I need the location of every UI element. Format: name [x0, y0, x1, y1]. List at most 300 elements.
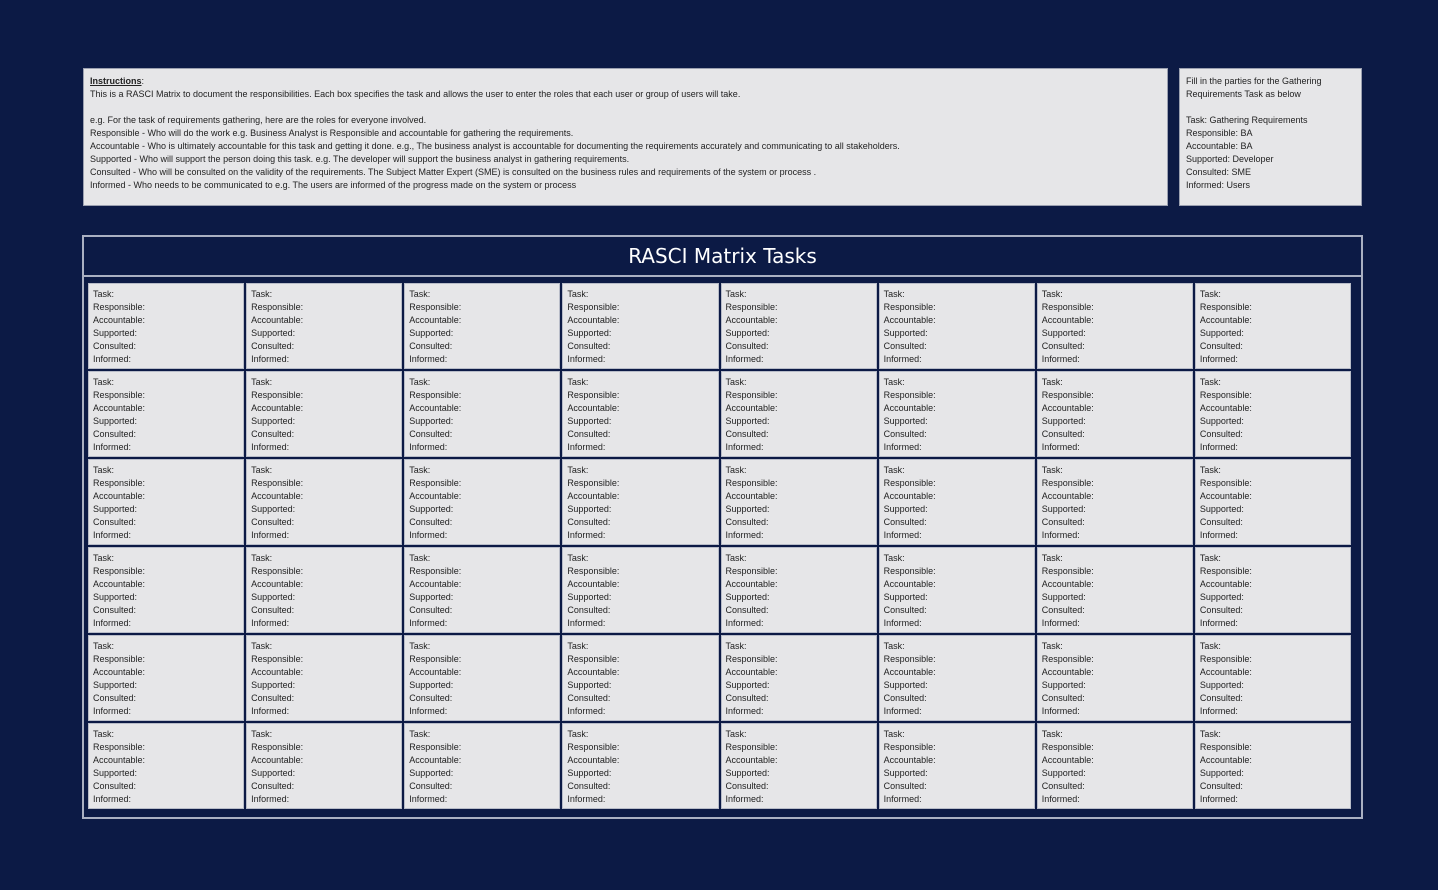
- task-card-field: Supported:: [251, 416, 296, 426]
- task-card-field: Consulted:: [251, 781, 295, 791]
- task-card-field: Accountable:: [883, 755, 936, 765]
- task-card-field: Task:: [409, 465, 431, 475]
- task-card-field: Accountable:: [1199, 755, 1252, 765]
- task-card-field: Informed:: [1041, 706, 1080, 716]
- task-card-field: Accountable:: [409, 755, 462, 765]
- task-card-field: Responsible:: [1041, 390, 1094, 400]
- task-card-field: Supported:: [409, 504, 454, 514]
- task-card-field: Consulted:: [1199, 693, 1243, 703]
- example-line: Informed: Users: [1186, 180, 1251, 190]
- task-card-field: Task:: [93, 377, 115, 387]
- task-card-field: Task:: [725, 377, 747, 387]
- task-card-field: Accountable:: [409, 667, 462, 677]
- task-card[interactable]: [88, 635, 244, 721]
- task-card-field: Accountable:: [1041, 491, 1094, 501]
- task-card[interactable]: [1195, 283, 1351, 369]
- task-card-field: Responsible:: [409, 566, 462, 576]
- task-card-field: Consulted:: [567, 517, 611, 527]
- task-card-field: Supported:: [567, 592, 612, 602]
- instructions-line: [90, 101, 1161, 114]
- task-card-field: Consulted:: [1199, 781, 1243, 791]
- task-card-field: Task:: [1041, 377, 1063, 387]
- task-card-field: Accountable:: [1199, 491, 1252, 501]
- task-card-field: Consulted:: [1199, 517, 1243, 527]
- example-line: Accountable: BA: [1186, 141, 1253, 151]
- task-card-field: Informed:: [93, 618, 132, 628]
- task-card-field: Consulted:: [251, 341, 295, 351]
- task-card-field: Accountable:: [883, 403, 936, 413]
- instructions-line: Accountable - Who is ultimately accountable for this task and getting it done. e.g., The business analyst is accountable for documenting the requirements accurately and communicating to all stakeholders.: [90, 141, 900, 151]
- task-card-field: Accountable:: [567, 491, 620, 501]
- task-card-field: Informed:: [1199, 354, 1238, 364]
- task-card-field: Responsible:: [409, 478, 462, 488]
- task-card[interactable]: [88, 283, 244, 369]
- task-card-field: Accountable:: [567, 315, 620, 325]
- task-card-field: Accountable:: [725, 755, 778, 765]
- task-card-field: Supported:: [1041, 328, 1086, 338]
- task-card-field: Consulted:: [883, 341, 927, 351]
- task-card-field: Supported:: [883, 680, 928, 690]
- task-card[interactable]: [721, 283, 877, 369]
- task-card-field: Informed:: [725, 794, 764, 804]
- task-card[interactable]: [404, 283, 560, 369]
- task-card-field: Accountable:: [251, 403, 304, 413]
- task-card-field: Supported:: [93, 416, 138, 426]
- task-card-field: Consulted:: [93, 693, 137, 703]
- task-card-field: Consulted:: [725, 517, 769, 527]
- task-card[interactable]: [1195, 635, 1351, 721]
- task-card-field: Consulted:: [1041, 341, 1085, 351]
- task-card-field: Informed:: [93, 530, 132, 540]
- task-card[interactable]: [721, 635, 877, 721]
- task-card-field: Task:: [567, 641, 589, 651]
- task-card-field: Task:: [725, 465, 747, 475]
- task-card[interactable]: [1037, 283, 1193, 369]
- task-card-field: Informed:: [1041, 354, 1080, 364]
- instructions-heading: Instructions: [90, 76, 142, 86]
- task-card-field: Informed:: [567, 706, 606, 716]
- task-card[interactable]: [562, 635, 718, 721]
- task-card-field: Responsible:: [93, 302, 146, 312]
- task-card-field: Consulted:: [409, 517, 453, 527]
- task-card-field: Consulted:: [883, 693, 927, 703]
- task-card-field: Informed:: [251, 354, 290, 364]
- task-card-field: Supported:: [725, 680, 770, 690]
- instructions-line: This is a RASCI Matrix to document the responsibilities. Each box specifies the task and allows the user to enter the roles that each user or group of users will take.: [90, 89, 741, 99]
- task-card-field: Supported:: [1199, 504, 1244, 514]
- task-card[interactable]: [246, 283, 402, 369]
- task-card-field: Responsible:: [93, 654, 146, 664]
- task-card[interactable]: [1037, 547, 1193, 633]
- task-card-field: Task:: [93, 729, 115, 739]
- task-card[interactable]: [246, 371, 402, 457]
- task-card-field: Informed:: [567, 530, 606, 540]
- task-card-field: Responsible:: [725, 566, 778, 576]
- task-card-field: Supported:: [1199, 592, 1244, 602]
- task-card-field: Responsible:: [883, 478, 936, 488]
- task-card-field: Task:: [1041, 641, 1063, 651]
- task-card[interactable]: [879, 459, 1035, 545]
- task-card-field: Supported:: [1041, 768, 1086, 778]
- task-card[interactable]: [404, 635, 560, 721]
- task-card-field: Informed:: [409, 530, 448, 540]
- task-card[interactable]: [879, 723, 1035, 809]
- task-card-field: Supported:: [883, 504, 928, 514]
- task-card-field: Supported:: [883, 768, 928, 778]
- task-card-field: Consulted:: [251, 517, 295, 527]
- task-card[interactable]: [88, 459, 244, 545]
- task-card-field: Accountable:: [409, 491, 462, 501]
- task-card-field: Consulted:: [93, 341, 137, 351]
- task-card-field: Responsible:: [409, 302, 462, 312]
- task-card-field: Consulted:: [93, 517, 137, 527]
- task-card-field: Informed:: [883, 354, 922, 364]
- task-card-field: Consulted:: [93, 605, 137, 615]
- task-card-field: Accountable:: [883, 315, 936, 325]
- task-card-field: Task:: [409, 553, 431, 563]
- example-line: Requirements Task as below: [1186, 89, 1301, 99]
- task-card-field: Task:: [409, 641, 431, 651]
- task-card-field: Responsible:: [251, 566, 304, 576]
- task-card-field: Supported:: [725, 416, 770, 426]
- task-card[interactable]: [1037, 459, 1193, 545]
- task-card-field: Responsible:: [1041, 302, 1094, 312]
- task-card-field: Supported:: [93, 768, 138, 778]
- task-card-field: Consulted:: [1041, 429, 1085, 439]
- task-card-field: Consulted:: [725, 693, 769, 703]
- task-card-field: Task:: [409, 729, 431, 739]
- task-card-field: Task:: [1199, 553, 1221, 563]
- task-card-field: Responsible:: [251, 390, 304, 400]
- task-card-field: Accountable:: [725, 491, 778, 501]
- task-card-field: Supported:: [251, 328, 296, 338]
- instructions-line: Supported - Who will support the person doing this task. e.g. The developer will support the business analyst in gathering requirements.: [90, 154, 630, 164]
- task-card-field: Task:: [883, 377, 905, 387]
- task-card-field: Supported:: [883, 328, 928, 338]
- task-card-field: Accountable:: [883, 667, 936, 677]
- task-card-field: Task:: [725, 641, 747, 651]
- task-card-field: Informed:: [409, 794, 448, 804]
- task-card-field: Informed:: [251, 530, 290, 540]
- task-card-field: Consulted:: [251, 429, 295, 439]
- task-card-field: Supported:: [251, 768, 296, 778]
- task-card-field: Informed:: [93, 794, 132, 804]
- task-card-field: Task:: [1041, 553, 1063, 563]
- task-card[interactable]: [246, 459, 402, 545]
- matrix-grid: [88, 283, 1351, 809]
- task-card-field: Responsible:: [725, 302, 778, 312]
- task-card-field: Task:: [1199, 641, 1221, 651]
- task-card[interactable]: [562, 371, 718, 457]
- task-card[interactable]: [246, 547, 402, 633]
- task-card-field: Informed:: [251, 706, 290, 716]
- task-card[interactable]: [562, 723, 718, 809]
- task-card-field: Informed:: [883, 618, 922, 628]
- task-card-field: Supported:: [409, 768, 454, 778]
- task-card-field: Task:: [883, 641, 905, 651]
- task-card[interactable]: [562, 547, 718, 633]
- task-card-field: Consulted:: [567, 341, 611, 351]
- task-card-field: Accountable:: [567, 667, 620, 677]
- task-card-field: Supported:: [409, 416, 454, 426]
- task-card-field: Informed:: [1041, 794, 1080, 804]
- task-card-field: Informed:: [1041, 618, 1080, 628]
- task-card[interactable]: [1037, 371, 1193, 457]
- task-card-field: Informed:: [567, 618, 606, 628]
- task-card-field: Accountable:: [1041, 667, 1094, 677]
- task-card-field: Informed:: [567, 442, 606, 452]
- task-card-field: Responsible:: [251, 478, 304, 488]
- task-card-field: Task:: [93, 289, 115, 299]
- task-card[interactable]: [879, 547, 1035, 633]
- task-card-field: Responsible:: [93, 566, 146, 576]
- task-card-field: Task:: [883, 465, 905, 475]
- task-card-field: Informed:: [1199, 706, 1238, 716]
- task-card-field: Supported:: [725, 328, 770, 338]
- task-card-field: Task:: [883, 289, 905, 299]
- instructions-heading-suffix: :: [141, 76, 145, 86]
- task-card-field: Supported:: [883, 592, 928, 602]
- task-card-field: Responsible:: [883, 742, 936, 752]
- task-card-field: Task:: [93, 465, 115, 475]
- task-card-field: Task:: [725, 553, 747, 563]
- task-card[interactable]: [562, 283, 718, 369]
- task-card-field: Responsible:: [883, 302, 936, 312]
- task-card-field: Consulted:: [409, 341, 453, 351]
- task-card-field: Supported:: [567, 416, 612, 426]
- task-card-field: Responsible:: [93, 742, 146, 752]
- task-card-field: Responsible:: [1199, 742, 1252, 752]
- task-card-field: Task:: [1199, 377, 1221, 387]
- task-card-field: Consulted:: [1041, 781, 1085, 791]
- task-card-field: Task:: [567, 553, 589, 563]
- task-card-field: Responsible:: [1041, 654, 1094, 664]
- task-card[interactable]: [246, 635, 402, 721]
- task-card-field: Responsible:: [883, 654, 936, 664]
- task-card-field: Supported:: [251, 680, 296, 690]
- task-card[interactable]: [721, 547, 877, 633]
- task-card-field: Informed:: [725, 618, 764, 628]
- task-card-field: Accountable:: [93, 667, 146, 677]
- task-card-field: Consulted:: [1041, 693, 1085, 703]
- task-card-field: Accountable:: [251, 491, 304, 501]
- task-card-field: Task:: [1199, 289, 1221, 299]
- task-card-field: Informed:: [567, 354, 606, 364]
- task-card-field: Informed:: [251, 794, 290, 804]
- task-card-field: Task:: [567, 377, 589, 387]
- task-card-field: Task:: [725, 289, 747, 299]
- task-card-field: Consulted:: [409, 429, 453, 439]
- task-card-field: Task:: [567, 729, 589, 739]
- task-card-field: Consulted:: [883, 429, 927, 439]
- task-card-field: Accountable:: [1041, 315, 1094, 325]
- task-card[interactable]: [1195, 723, 1351, 809]
- task-card-field: Informed:: [409, 442, 448, 452]
- task-card-field: Task:: [93, 641, 115, 651]
- task-card-field: Accountable:: [409, 579, 462, 589]
- task-card-field: Supported:: [409, 680, 454, 690]
- task-card-field: Supported:: [1041, 592, 1086, 602]
- task-card-field: Consulted:: [725, 781, 769, 791]
- task-card-field: Task:: [1199, 465, 1221, 475]
- task-card-field: Consulted:: [883, 605, 927, 615]
- task-card-field: Consulted:: [251, 605, 295, 615]
- task-card-field: Supported:: [1199, 416, 1244, 426]
- rasci-matrix: [82, 235, 1363, 819]
- task-card-field: Supported:: [93, 680, 138, 690]
- task-card-field: Task:: [251, 465, 273, 475]
- matrix-title: RASCI Matrix Tasks: [628, 244, 817, 268]
- task-card[interactable]: [246, 723, 402, 809]
- task-card[interactable]: [879, 635, 1035, 721]
- task-card-field: Accountable:: [725, 403, 778, 413]
- task-card-field: Supported:: [1041, 504, 1086, 514]
- task-card-field: Task:: [567, 465, 589, 475]
- task-card[interactable]: [88, 723, 244, 809]
- task-card-field: Accountable:: [1199, 403, 1252, 413]
- task-card-field: Informed:: [1199, 442, 1238, 452]
- task-card-field: Supported:: [409, 328, 454, 338]
- task-card-field: Task:: [1041, 289, 1063, 299]
- task-card[interactable]: [879, 283, 1035, 369]
- instructions-line: Consulted - Who will be consulted on the validity of the requirements. The Subject Matter Expert (SME) is consulted on the business rules and requirements of the system or process .: [90, 167, 817, 177]
- task-card-field: Consulted:: [567, 605, 611, 615]
- task-card-field: Informed:: [725, 354, 764, 364]
- task-card-field: Accountable:: [251, 755, 304, 765]
- task-card[interactable]: [1037, 723, 1193, 809]
- task-card-field: Supported:: [93, 504, 138, 514]
- task-card-field: Accountable:: [1041, 403, 1094, 413]
- task-card-field: Accountable:: [883, 579, 936, 589]
- task-card-field: Accountable:: [725, 315, 778, 325]
- task-card-field: Responsible:: [1041, 742, 1094, 752]
- instructions-heading-line: [90, 75, 1161, 88]
- task-card-field: Informed:: [725, 530, 764, 540]
- task-card-field: Supported:: [567, 504, 612, 514]
- task-card-field: Supported:: [1199, 768, 1244, 778]
- task-card-field: Responsible:: [567, 302, 620, 312]
- task-card-field: Responsible:: [1041, 478, 1094, 488]
- task-card[interactable]: [1037, 635, 1193, 721]
- task-card-field: Responsible:: [567, 566, 620, 576]
- task-card[interactable]: [88, 371, 244, 457]
- task-card-field: Accountable:: [1041, 579, 1094, 589]
- task-card[interactable]: [721, 459, 877, 545]
- task-card[interactable]: [404, 547, 560, 633]
- task-card-field: Supported:: [1199, 328, 1244, 338]
- task-card-field: Responsible:: [725, 654, 778, 664]
- task-card[interactable]: [404, 459, 560, 545]
- task-card-field: Accountable:: [409, 403, 462, 413]
- task-card-field: Accountable:: [251, 579, 304, 589]
- instructions-note: [83, 68, 1168, 206]
- task-card-field: Responsible:: [725, 742, 778, 752]
- task-card-field: Supported:: [93, 328, 138, 338]
- task-card-field: Supported:: [725, 768, 770, 778]
- task-card-field: Supported:: [409, 592, 454, 602]
- task-card-field: Informed:: [251, 618, 290, 628]
- task-card-field: Supported:: [725, 504, 770, 514]
- task-card-field: Consulted:: [1041, 605, 1085, 615]
- task-card-field: Responsible:: [883, 390, 936, 400]
- task-card-field: Informed:: [409, 618, 448, 628]
- task-card-field: Responsible:: [725, 478, 778, 488]
- task-card[interactable]: [1195, 547, 1351, 633]
- task-card-field: Informed:: [883, 794, 922, 804]
- task-card-field: Consulted:: [567, 781, 611, 791]
- example-line: Task: Gathering Requirements: [1186, 115, 1308, 125]
- task-card-field: Task:: [251, 289, 273, 299]
- task-card-field: Responsible:: [409, 654, 462, 664]
- task-card-field: Accountable:: [93, 755, 146, 765]
- task-card-field: Accountable:: [883, 491, 936, 501]
- task-card-field: Informed:: [883, 442, 922, 452]
- example-note: [1179, 68, 1362, 206]
- task-card-field: Informed:: [93, 442, 132, 452]
- task-card-field: Accountable:: [93, 491, 146, 501]
- task-card-field: Responsible:: [567, 390, 620, 400]
- task-card[interactable]: [721, 723, 877, 809]
- task-card-field: Responsible:: [409, 390, 462, 400]
- task-card[interactable]: [404, 723, 560, 809]
- task-card-field: Responsible:: [1199, 566, 1252, 576]
- task-card-field: Responsible:: [1199, 478, 1252, 488]
- task-card-field: Consulted:: [93, 781, 137, 791]
- task-card-field: Consulted:: [725, 341, 769, 351]
- task-card-field: Task:: [1041, 465, 1063, 475]
- example-line: Responsible: BA: [1186, 128, 1253, 138]
- task-card-field: Responsible:: [251, 654, 304, 664]
- task-card-field: Responsible:: [1199, 302, 1252, 312]
- task-card[interactable]: [879, 371, 1035, 457]
- task-card-field: Task:: [251, 729, 273, 739]
- task-card-field: Responsible:: [567, 742, 620, 752]
- task-card-field: Informed:: [883, 530, 922, 540]
- task-card-field: Informed:: [1199, 618, 1238, 628]
- task-card-field: Informed:: [409, 354, 448, 364]
- task-card-field: Supported:: [251, 504, 296, 514]
- task-card-field: Accountable:: [93, 579, 146, 589]
- task-card-field: Consulted:: [725, 605, 769, 615]
- task-card[interactable]: [1195, 459, 1351, 545]
- task-card-field: Accountable:: [1041, 755, 1094, 765]
- task-card[interactable]: [88, 547, 244, 633]
- task-card-field: Informed:: [1041, 442, 1080, 452]
- task-card-field: Informed:: [251, 442, 290, 452]
- matrix-title-bar: [84, 237, 1361, 277]
- instructions-line: Responsible - Who will do the work e.g. Business Analyst is Responsible and accountable for gathering the requirements.: [90, 128, 574, 138]
- task-card-field: Supported:: [1041, 680, 1086, 690]
- task-card-field: Accountable:: [1199, 579, 1252, 589]
- task-card-field: Consulted:: [251, 693, 295, 703]
- task-card[interactable]: [721, 371, 877, 457]
- task-card[interactable]: [562, 459, 718, 545]
- task-card-field: Accountable:: [1199, 667, 1252, 677]
- task-card-field: Supported:: [251, 592, 296, 602]
- example-line: Supported: Developer: [1186, 154, 1274, 164]
- task-card-field: Informed:: [1199, 794, 1238, 804]
- task-card-field: Task:: [1199, 729, 1221, 739]
- task-card-field: Supported:: [567, 328, 612, 338]
- task-card-field: Accountable:: [567, 579, 620, 589]
- task-card-field: Consulted:: [883, 517, 927, 527]
- task-card[interactable]: [404, 371, 560, 457]
- task-card-field: Task:: [1041, 729, 1063, 739]
- task-card[interactable]: [1195, 371, 1351, 457]
- task-card-field: Accountable:: [251, 315, 304, 325]
- task-card-field: Task:: [93, 553, 115, 563]
- task-card-field: Responsible:: [725, 390, 778, 400]
